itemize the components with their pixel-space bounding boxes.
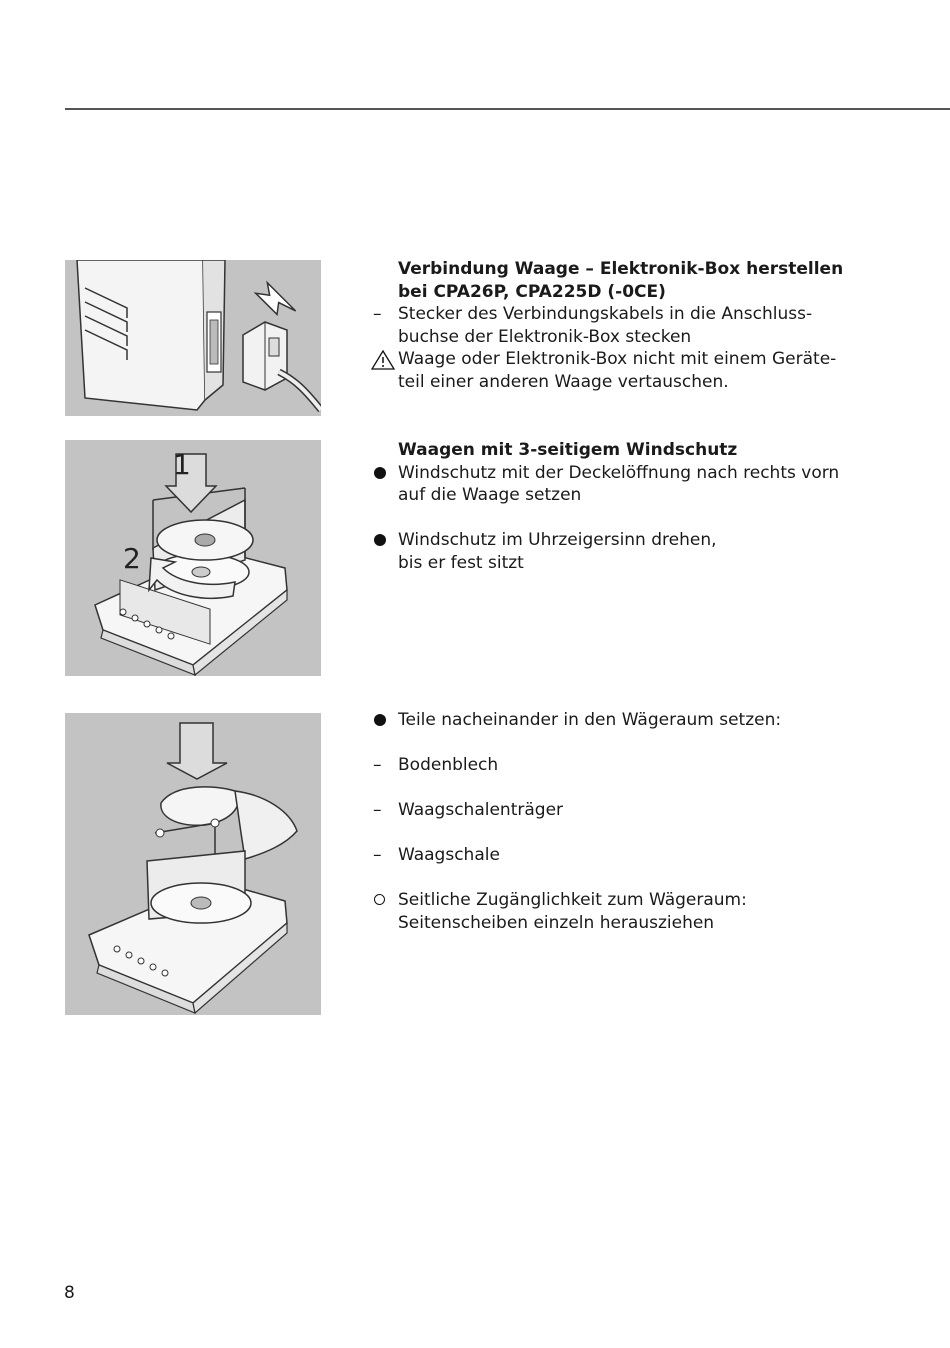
- connection-step-line-2: buchse der Elektronik-Box stecken: [398, 326, 692, 347]
- parts-item-3-text: Waagschale: [398, 845, 500, 865]
- parts-item-1: [370, 754, 850, 777]
- filled-bullet-icon: [374, 534, 386, 546]
- header-rule: [65, 108, 950, 110]
- parts-item-3: [370, 844, 850, 867]
- windshield-bullet-1: [370, 462, 850, 485]
- windshield-bullet-1-line-2: auf die Waage setzen: [398, 485, 582, 505]
- section-windshield: [370, 439, 850, 574]
- parts-item-2: [370, 799, 850, 822]
- parts-open-bullet-line-1: Seitliche Zugänglichkeit zum Wägeraum:: [398, 890, 747, 910]
- section-connection: [370, 258, 850, 393]
- parts-bullet-text: Teile nacheinander in den Wägeraum setzen:: [398, 710, 782, 730]
- parts-open-bullet: [370, 889, 850, 912]
- parts-bullet: [370, 709, 850, 732]
- section-windshield-title: Waagen mit 3-seitigem Windschutz: [398, 440, 738, 460]
- open-bullet-icon: [374, 894, 385, 905]
- connection-step: [370, 303, 850, 326]
- figure-label-1: 1: [173, 448, 191, 481]
- filled-bullet-icon: [374, 467, 386, 479]
- connection-warning-line-2: teil einer anderen Waage vertauschen.: [398, 371, 729, 392]
- figure-label-2: 2: [123, 542, 141, 575]
- figure-parts: [65, 713, 321, 1015]
- windshield-bullet-2-line-1: Windschutz im Uhrzeigersinn drehen,: [398, 530, 717, 550]
- connection-step-line-1: Stecker des Verbindungskabels in die Anschluss-: [398, 304, 813, 324]
- figure-connector: [65, 260, 321, 416]
- windshield-bullet-1-line-1: Windschutz mit der Deckelöffnung nach rechts vorn: [398, 462, 840, 483]
- section-connection-title-2: bei CPA26P, CPA225D (-0CE): [398, 281, 666, 302]
- dash-marker: –: [373, 755, 382, 775]
- parts-open-bullet-line-2: Seitenscheiben einzeln herausziehen: [398, 912, 715, 933]
- connection-warning-line-1: Waage oder Elektronik-Box nicht mit einem Geräte-: [398, 349, 837, 369]
- dash-marker: –: [373, 304, 382, 324]
- section-parts: [370, 709, 850, 934]
- connection-warning: [370, 348, 850, 371]
- windshield-bullet-2: [370, 529, 850, 552]
- windshield-bullet-2-line-2: bis er fest sitzt: [398, 552, 524, 573]
- parts-item-1-text: Bodenblech: [398, 755, 499, 775]
- section-connection-title-1: Verbindung Waage – Elektronik-Box herstellen: [398, 259, 844, 279]
- figure-windshield: [65, 440, 321, 676]
- page-number: 8: [64, 1283, 75, 1303]
- dash-marker: –: [373, 800, 382, 820]
- filled-bullet-icon: [374, 714, 386, 726]
- dash-marker: –: [373, 845, 382, 865]
- parts-item-2-text: Waagschalenträger: [398, 800, 564, 820]
